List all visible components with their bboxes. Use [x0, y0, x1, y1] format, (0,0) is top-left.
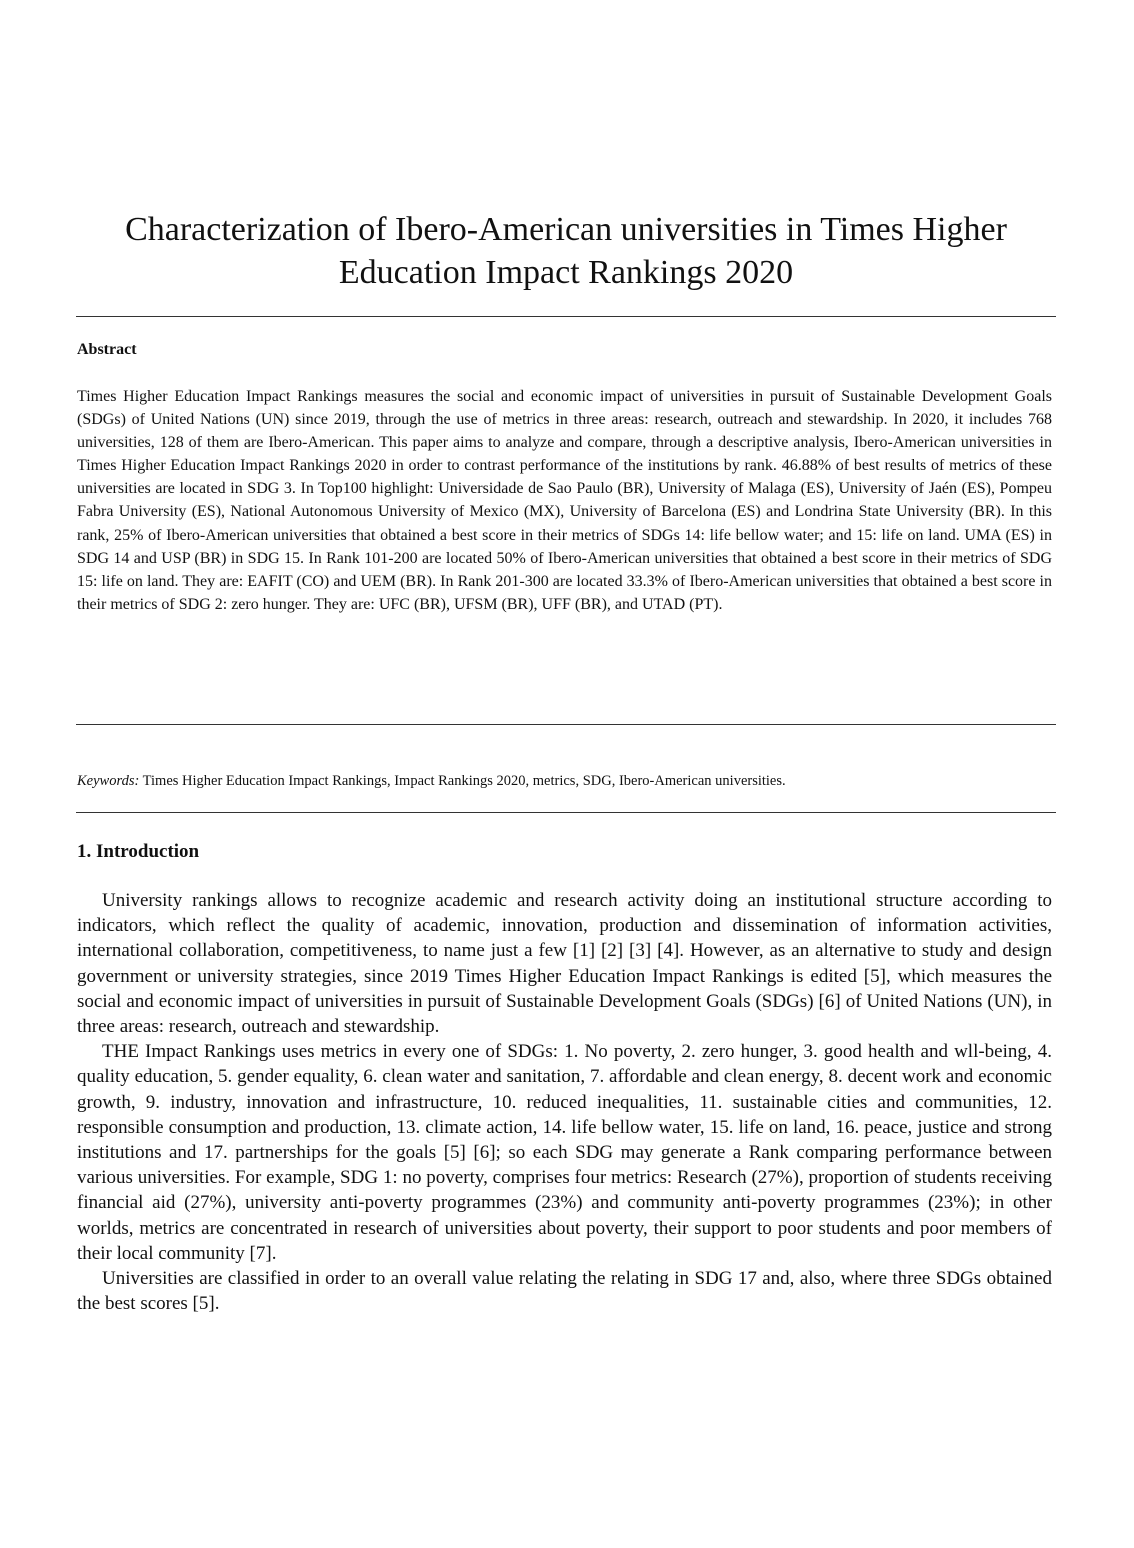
keywords-line: [77, 771, 1052, 791]
divider-top: [76, 316, 1056, 317]
intro-paragraph: University rankings allows to recognize academic and research activity doing an institutional structure according to indicators, which reflect the quality of academic, innovation, production and dissemination of information activities, international collaboration, competitiveness, to name just a few [1] [2] [3] [4]. However, as an alternative to study and design government or university strategies, since 2019 Times Higher Education Impact Rankings is edited [5], which measures the social and economic impact of universities in pursuit of Sustainable Development Goals (SDGs) [6] of United Nations (UN), in three areas: research, outreach and stewardship.: [77, 890, 1052, 1038]
divider-after-keywords: [76, 812, 1056, 813]
introduction-body: [77, 888, 1052, 1316]
section-heading-introduction: 1. Introduction: [77, 841, 200, 862]
keywords-label: Keywords:: [77, 773, 140, 789]
intro-paragraph: THE Impact Rankings uses metrics in every one of SDGs: 1. No poverty, 2. zero hunger, 3. good health and wll-being, 4. quality education, 5. gender equality, 6. clean water and sanitation, 7. affordable and clean energy, 8. decent work and economic growth, 9. industry, innovation and infrastructure, 10. reduced inequalities, 11. sustainable cities and communities, 12. responsible consumption and production, 13. climate action, 14. life bellow water, 15. life on land, 16. peace, justice and strong institutions and 17. partnerships for the goals [5] [6]; so each SDG may generate a Rank comparing performance between various universities. For example, SDG 1: no poverty, comprises four metrics: Research (27%), proportion of students receiving financial aid (27%), university anti-poverty programmes (23%) and community anti-poverty programmes (23%); in other worlds, metrics are concentrated in research of universities about poverty, their support to poor students and poor members of their local community [7].: [77, 1041, 1052, 1264]
keywords-text: Times Higher Education Impact Rankings, Impact Rankings 2020, metrics, SDG, Ibero-American universities.: [139, 773, 786, 789]
abstract-text: Times Higher Education Impact Rankings measures the social and economic impact of universities in pursuit of Sustainable Development Goals (SDGs) of United Nations (UN) since 2019, through the use of metrics in three areas: research, outreach and stewardship. In 2020, it includes 768 universities, 128 of them are Ibero-American. This paper aims to analyze and compare, through a descriptive analysis, Ibero-American universities in Times Higher Education Impact Rankings 2020 in order to contrast performance of the institutions by rank. 46.88% of best results of metrics of these universities are located in SDG 3. In Top100 highlight: Universidade de Sao Paulo (BR), University of Malaga (ES), University of Jaén (ES), Pompeu Fabra University (ES), National Autonomous University of Mexico (MX), University of Barcelona (ES) and Londrina State University (BR). In this rank, 25% of Ibero-American universities that obtained a best score in their metrics of SDGs 14: life bellow water; and 15: life on land. UMA (ES) in SDG 14 and USP (BR) in SDG 15. In Rank 101-200 are located 50% of Ibero-American universities that obtained a best score in their metrics of SDG 15: life on land. They are: EAFIT (CO) and UEM (BR). In Rank 201-300 are located 33.3% of Ibero-American universities that obtained a best score in their metrics of SDG 2: zero hunger. They are: UFC (BR), UFSM (BR), UFF (BR), and UTAD (PT).: [77, 388, 1052, 613]
paper-title: Characterization of Ibero-American universities in Times Higher Education Impact Rankings 2020: [125, 211, 1007, 291]
abstract-heading: Abstract: [77, 341, 137, 358]
divider-after-abstract: [76, 724, 1056, 725]
intro-paragraph: Universities are classified in order to an overall value relating the relating in SDG 17 and, also, where three SDGs obtained the best scores [5].: [77, 1268, 1052, 1315]
